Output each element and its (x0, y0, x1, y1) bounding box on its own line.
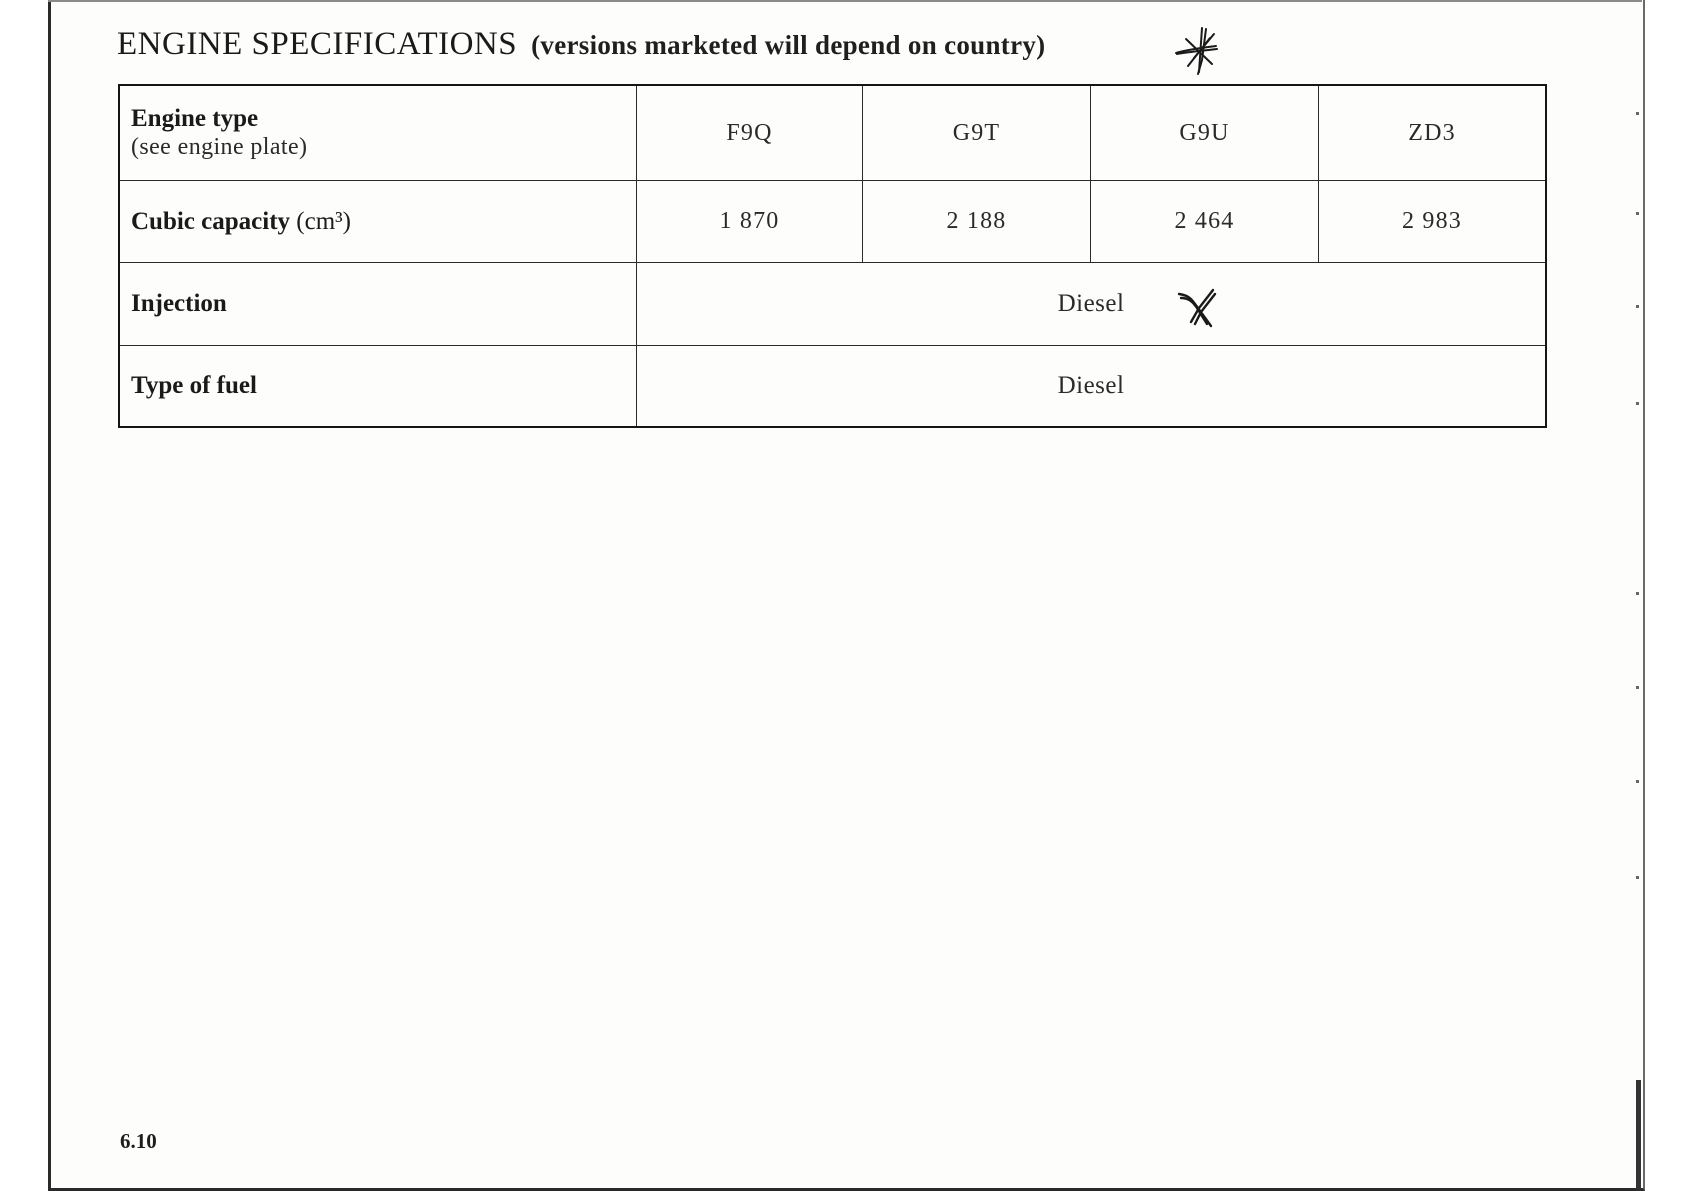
engine-column-header: F9Q (637, 86, 863, 181)
cubic-capacity-unit: (cm³) (296, 207, 351, 235)
cubic-capacity-label: Cubic capacity (131, 207, 291, 235)
cubic-capacity-value: 2 464 (1091, 181, 1319, 263)
engine-column-header: G9U (1091, 86, 1319, 181)
fuel-type-header (120, 346, 637, 426)
asterisk-pen-mark (1172, 24, 1224, 76)
page-binding-edge (1636, 1080, 1641, 1190)
page-edge-tick (1636, 305, 1639, 308)
injection-value: Diesel (637, 263, 1545, 346)
page-title (117, 26, 1045, 76)
page-edge-tick (1636, 592, 1639, 595)
engine-plate-note: (see engine plate) (131, 134, 308, 160)
cubic-capacity-header (120, 181, 637, 263)
engine-type-header (120, 86, 637, 181)
engine-column-header: ZD3 (1319, 86, 1545, 181)
cubic-capacity-value: 2 188 (863, 181, 1091, 263)
injection-label: Injection (131, 290, 227, 317)
engine-type-label: Engine type (131, 105, 259, 132)
page-number: 6.10 (120, 1129, 157, 1153)
engine-spec-table (118, 84, 1547, 428)
page-edge-tick (1636, 212, 1639, 215)
fuel-type-value: Diesel (1057, 372, 1125, 399)
page-edge-tick (1636, 112, 1639, 115)
cubic-capacity-value: 1 870 (637, 181, 863, 263)
page-edge-tick (1636, 876, 1639, 879)
engine-column-header: G9T (863, 86, 1091, 181)
injection-header (120, 263, 637, 346)
title-main: ENGINE SPECIFICATIONS (117, 26, 518, 62)
cross-pen-mark (1177, 286, 1221, 328)
page-edge-tick (1636, 402, 1639, 405)
title-subtitle: (versions marketed will depend on country) (531, 30, 1046, 60)
page-edge-tick (1636, 686, 1639, 689)
cubic-capacity-value: 2 983 (1319, 181, 1545, 263)
page-top-edge (48, 0, 1642, 2)
page-edge-tick (1636, 780, 1639, 783)
fuel-type-label: Type of fuel (131, 372, 257, 399)
